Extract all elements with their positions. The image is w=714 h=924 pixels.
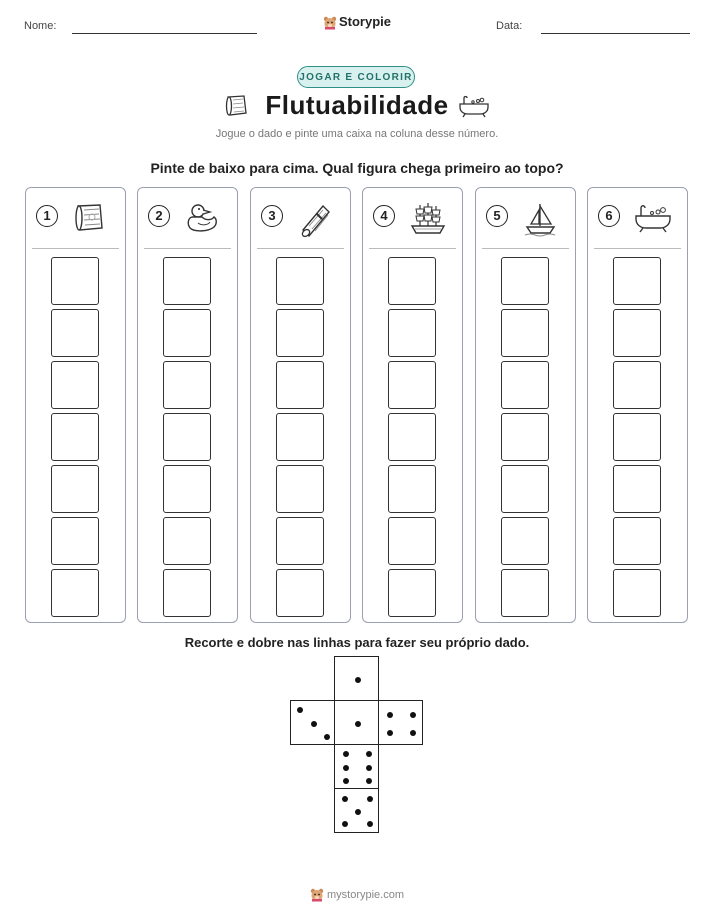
column-divider bbox=[257, 248, 344, 249]
color-box[interactable] bbox=[163, 569, 211, 617]
die-pip bbox=[367, 821, 373, 827]
die-pip bbox=[355, 721, 361, 727]
column-4 bbox=[362, 187, 463, 623]
die-pip bbox=[366, 751, 372, 757]
color-box[interactable] bbox=[613, 361, 661, 409]
column-number: 4 bbox=[373, 205, 395, 227]
bear-logo-icon bbox=[310, 888, 324, 902]
die-face-1 bbox=[334, 656, 379, 701]
color-box[interactable] bbox=[276, 413, 324, 461]
bathtub-icon bbox=[634, 200, 672, 238]
color-box[interactable] bbox=[276, 517, 324, 565]
column-divider bbox=[32, 248, 119, 249]
color-box[interactable] bbox=[163, 517, 211, 565]
ship-icon bbox=[409, 200, 447, 238]
color-box[interactable] bbox=[276, 257, 324, 305]
color-box[interactable] bbox=[276, 569, 324, 617]
die-pip bbox=[410, 712, 416, 718]
die-pip bbox=[366, 765, 372, 771]
color-box[interactable] bbox=[163, 413, 211, 461]
column-5 bbox=[475, 187, 576, 623]
color-box[interactable] bbox=[163, 257, 211, 305]
column-6 bbox=[587, 187, 688, 623]
color-box[interactable] bbox=[51, 361, 99, 409]
color-box[interactable] bbox=[613, 569, 661, 617]
rolled-paper-icon bbox=[297, 200, 335, 238]
color-box[interactable] bbox=[276, 465, 324, 513]
paper-towel-roll-icon bbox=[72, 200, 110, 238]
category-badge: JOGAR E COLORIR bbox=[297, 66, 415, 88]
color-box[interactable] bbox=[613, 517, 661, 565]
color-box[interactable] bbox=[613, 257, 661, 305]
brand-name: Storypie bbox=[338, 14, 391, 29]
color-box[interactable] bbox=[276, 361, 324, 409]
color-box[interactable] bbox=[501, 309, 549, 357]
color-box[interactable] bbox=[613, 309, 661, 357]
instruction: Pinte de baixo para cima. Qual figura chega primeiro ao topo? bbox=[150, 160, 564, 176]
die-pip bbox=[366, 778, 372, 784]
color-box[interactable] bbox=[388, 257, 436, 305]
sailboat-icon bbox=[522, 200, 560, 238]
column-divider bbox=[594, 248, 681, 249]
die-pip bbox=[387, 730, 393, 736]
date-line[interactable] bbox=[541, 33, 690, 34]
column-1 bbox=[25, 187, 126, 623]
die-pip bbox=[367, 796, 373, 802]
color-box[interactable] bbox=[51, 465, 99, 513]
die-face-1 bbox=[334, 700, 379, 745]
die-face-6 bbox=[334, 744, 379, 789]
color-box[interactable] bbox=[388, 361, 436, 409]
column-2 bbox=[137, 187, 238, 623]
title-row bbox=[0, 90, 714, 126]
color-box[interactable] bbox=[51, 569, 99, 617]
date-label: Data: bbox=[496, 20, 523, 32]
column-divider bbox=[144, 248, 231, 249]
color-box[interactable] bbox=[51, 413, 99, 461]
color-box[interactable] bbox=[163, 309, 211, 357]
die-pip bbox=[343, 765, 349, 771]
color-box[interactable] bbox=[501, 361, 549, 409]
footer-url[interactable]: mystorypie.com bbox=[326, 888, 405, 901]
die-instruction: Recorte e dobre nas linhas para fazer seu próprio dado. bbox=[184, 635, 530, 650]
die-pip bbox=[342, 821, 348, 827]
color-box[interactable] bbox=[501, 257, 549, 305]
color-box[interactable] bbox=[388, 569, 436, 617]
color-box[interactable] bbox=[51, 257, 99, 305]
rubber-duck-icon bbox=[184, 200, 222, 238]
die-pip bbox=[343, 778, 349, 784]
die-pip bbox=[387, 712, 393, 718]
color-box[interactable] bbox=[613, 465, 661, 513]
column-number: 3 bbox=[261, 205, 283, 227]
color-box[interactable] bbox=[388, 517, 436, 565]
color-box[interactable] bbox=[613, 413, 661, 461]
column-3 bbox=[250, 187, 351, 623]
color-box[interactable] bbox=[501, 413, 549, 461]
footer bbox=[0, 888, 714, 902]
color-box[interactable] bbox=[501, 517, 549, 565]
column-number: 6 bbox=[598, 205, 620, 227]
die-face-5 bbox=[334, 788, 379, 833]
die-pip bbox=[297, 707, 303, 713]
column-divider bbox=[369, 248, 456, 249]
die-face-3 bbox=[290, 700, 335, 745]
die-pip bbox=[342, 796, 348, 802]
die-face-4 bbox=[378, 700, 423, 745]
subtitle: Jogue o dado e pinte uma caixa na coluna desse número. bbox=[215, 128, 499, 140]
die-pip bbox=[324, 734, 330, 740]
color-box[interactable] bbox=[388, 465, 436, 513]
page-title: Flutuabilidade bbox=[265, 90, 449, 120]
die-pip bbox=[410, 730, 416, 736]
color-box[interactable] bbox=[163, 361, 211, 409]
column-number: 1 bbox=[36, 205, 58, 227]
name-label: Nome: bbox=[24, 20, 57, 32]
color-box[interactable] bbox=[388, 413, 436, 461]
color-box[interactable] bbox=[501, 465, 549, 513]
column-number: 5 bbox=[486, 205, 508, 227]
column-divider bbox=[482, 248, 569, 249]
color-box[interactable] bbox=[276, 309, 324, 357]
color-box[interactable] bbox=[51, 309, 99, 357]
color-box[interactable] bbox=[501, 569, 549, 617]
bear-logo-icon bbox=[323, 16, 337, 30]
bathtub-icon bbox=[458, 94, 490, 118]
color-box[interactable] bbox=[163, 465, 211, 513]
column-number: 2 bbox=[148, 205, 170, 227]
name-line[interactable] bbox=[72, 33, 257, 34]
color-box[interactable] bbox=[51, 517, 99, 565]
color-box[interactable] bbox=[388, 309, 436, 357]
die-pip bbox=[343, 751, 349, 757]
die-pip bbox=[355, 677, 361, 683]
die-pip bbox=[355, 809, 361, 815]
die-pip bbox=[311, 721, 317, 727]
brand-logo bbox=[0, 14, 714, 30]
